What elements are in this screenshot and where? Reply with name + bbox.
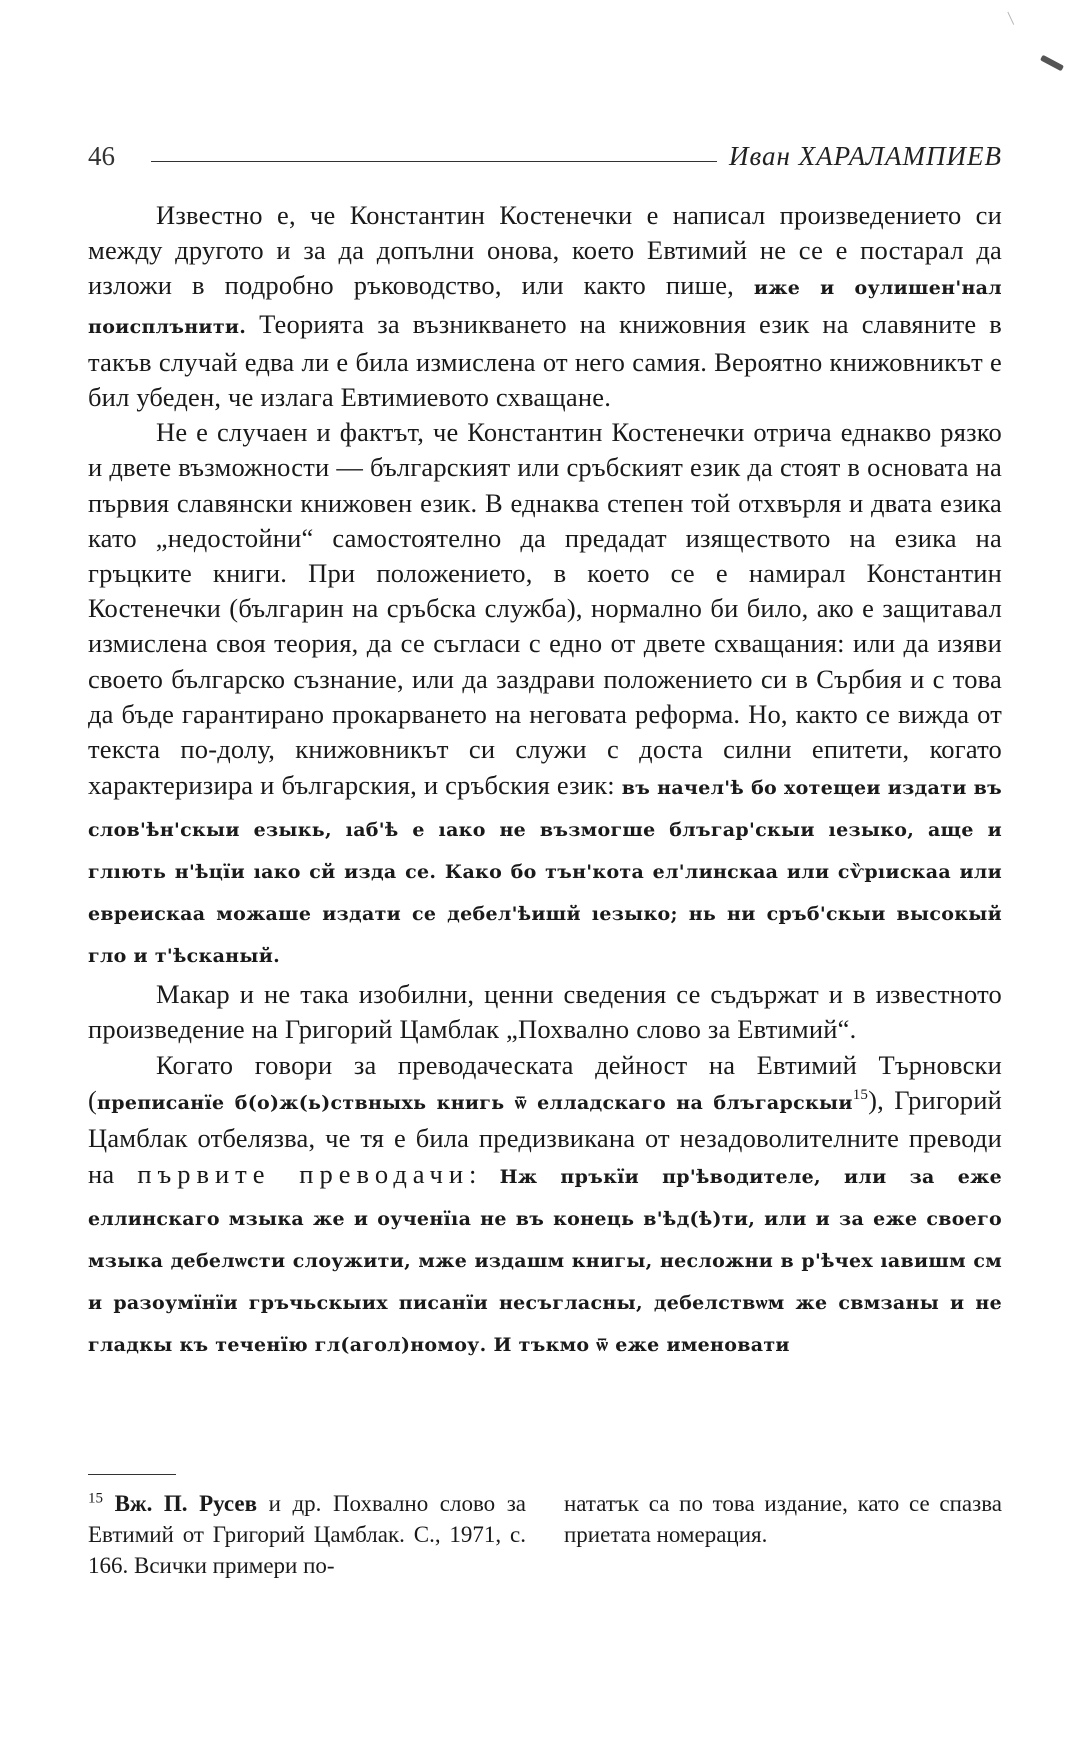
footnote-rule (88, 1474, 176, 1475)
paragraph-text: Не е случаен и фактът, че Константин Костенечки отрича еднакво рязко и двете възможности — българският или сръбският език да стоят в основата на първия славянски книжовен език. В еднаква степен той отхвърля и двата езика като „недостойни“ самостоятелно да предадат изяществото на езика на гръцките книги. При положението, в което се е намирал Константин Костенечки (българин на сръбска служба), нормално би било, ако е защитавал измислена своя теория, да се съгласи с едно от двете схващания: или да изяви своето българско съзнание, или да заздрави положението си в Сърбия и с това да бъде гарантирано прокарването на неговата реформа. Но, както се вижда от текста по-долу, книжовникът си служи с доста силни епитети, когато характеризира и българския, и сръбския език: (88, 417, 1002, 801)
scan-mark (1007, 9, 1019, 25)
paragraph (88, 415, 1002, 977)
footnote-text: нататък са по това издание, като се спазва приетата номерация. (564, 1491, 1002, 1547)
footnote-author: Вж. П. Русев (114, 1491, 258, 1516)
paragraph-text: Макар и не така изобилни, ценни сведения се съдържат и в известното произведение на Григорий Цамблак „Похвално слово за Евтимий“. (88, 979, 1002, 1045)
footnote-column-right (564, 1488, 1002, 1581)
paragraph-text: : (469, 1159, 500, 1190)
paragraph (88, 1048, 1002, 1367)
footnote (88, 1488, 1002, 1581)
paragraph-text: Теорията за възникването на книжовния език на славяните в такъв случай едва ли е била измислена от него самия. Вероятно книжовникът е бил убеден, че излага Евтимиевото схващане. (88, 308, 1002, 413)
footnote-reference[interactable]: 15 (852, 1087, 869, 1104)
spaced-emphasis: първите преводачи (137, 1159, 470, 1190)
paragraph-text: Известно е, че Константин Костенечки е написал произведението си между другото и за да допълни онова, което Евтимий не се е постарал да изложи в подробно ръководство, или както пише, (88, 200, 1002, 301)
old-slavonic-quote: преписанїе б(о)ж(ь)ствныхь книгь ѿ елладскаго на блъгарскыи (97, 1091, 853, 1114)
paragraph (88, 977, 1002, 1047)
running-head-author: Иван ХАРАЛАМПИЕВ (729, 141, 1002, 171)
running-head (88, 132, 1002, 172)
body-text (88, 198, 1002, 1366)
header-rule (151, 161, 717, 162)
page-number: 46 (88, 141, 115, 171)
footnote-text: и др. Похвално слово за Евтимий от Григорий Цамблак. С., 1971, с. 166. Всички примери по- (88, 1491, 527, 1578)
scan-mark (1040, 55, 1064, 72)
paragraph-text: ), Григорий Цамблак отбелязва, че тя е била предизвикана от незадоволителните преводи на (88, 1084, 1002, 1190)
paragraph (88, 198, 1002, 415)
paragraph-text: Когато говори за преводаческата дейност на Евтимий Търновски ( (88, 1049, 1002, 1115)
old-slavonic-quote: въ начел'ѣ бо хотещеи издати въ слов'ѣн'скыи езыкь, ıаб'ѣ е ıако не възмогше блъгар'скыи ıезыко, аще и глıють н'ѣцїи ıако сй изда се. Како бо тън'кота ел'линскаа или сѷрıискаа или евреискаа можаше издати се дебел'ѣишй ıезыко; нь ни сръб'скыи высокый гло и т'ѣсканый. (88, 777, 1002, 968)
footnote-number: 15 (88, 1490, 103, 1507)
footnote-column-left (88, 1488, 526, 1581)
old-slavonic-quote: иже и оулишен'нал поисплънити. (88, 277, 1002, 338)
old-slavonic-quote: Нж пръкїи пр'ѣвoдителе, или за еже еллинскаго мзыка же и оученїıа не въ конець в'ѣд(ѣ)ти, или и за еже своего мзыка дебелѡсти слоужити, мже издашм книгы, несложни в р'ѣчех ıавишм см и разоумїнїи гръчьскыих писанїи несъгласны, дебелствѡм же свмзаны и не гладкы къ теченїю гл(агол)номоу. И тъкмо ѿ еже именовати (88, 1166, 1002, 1357)
